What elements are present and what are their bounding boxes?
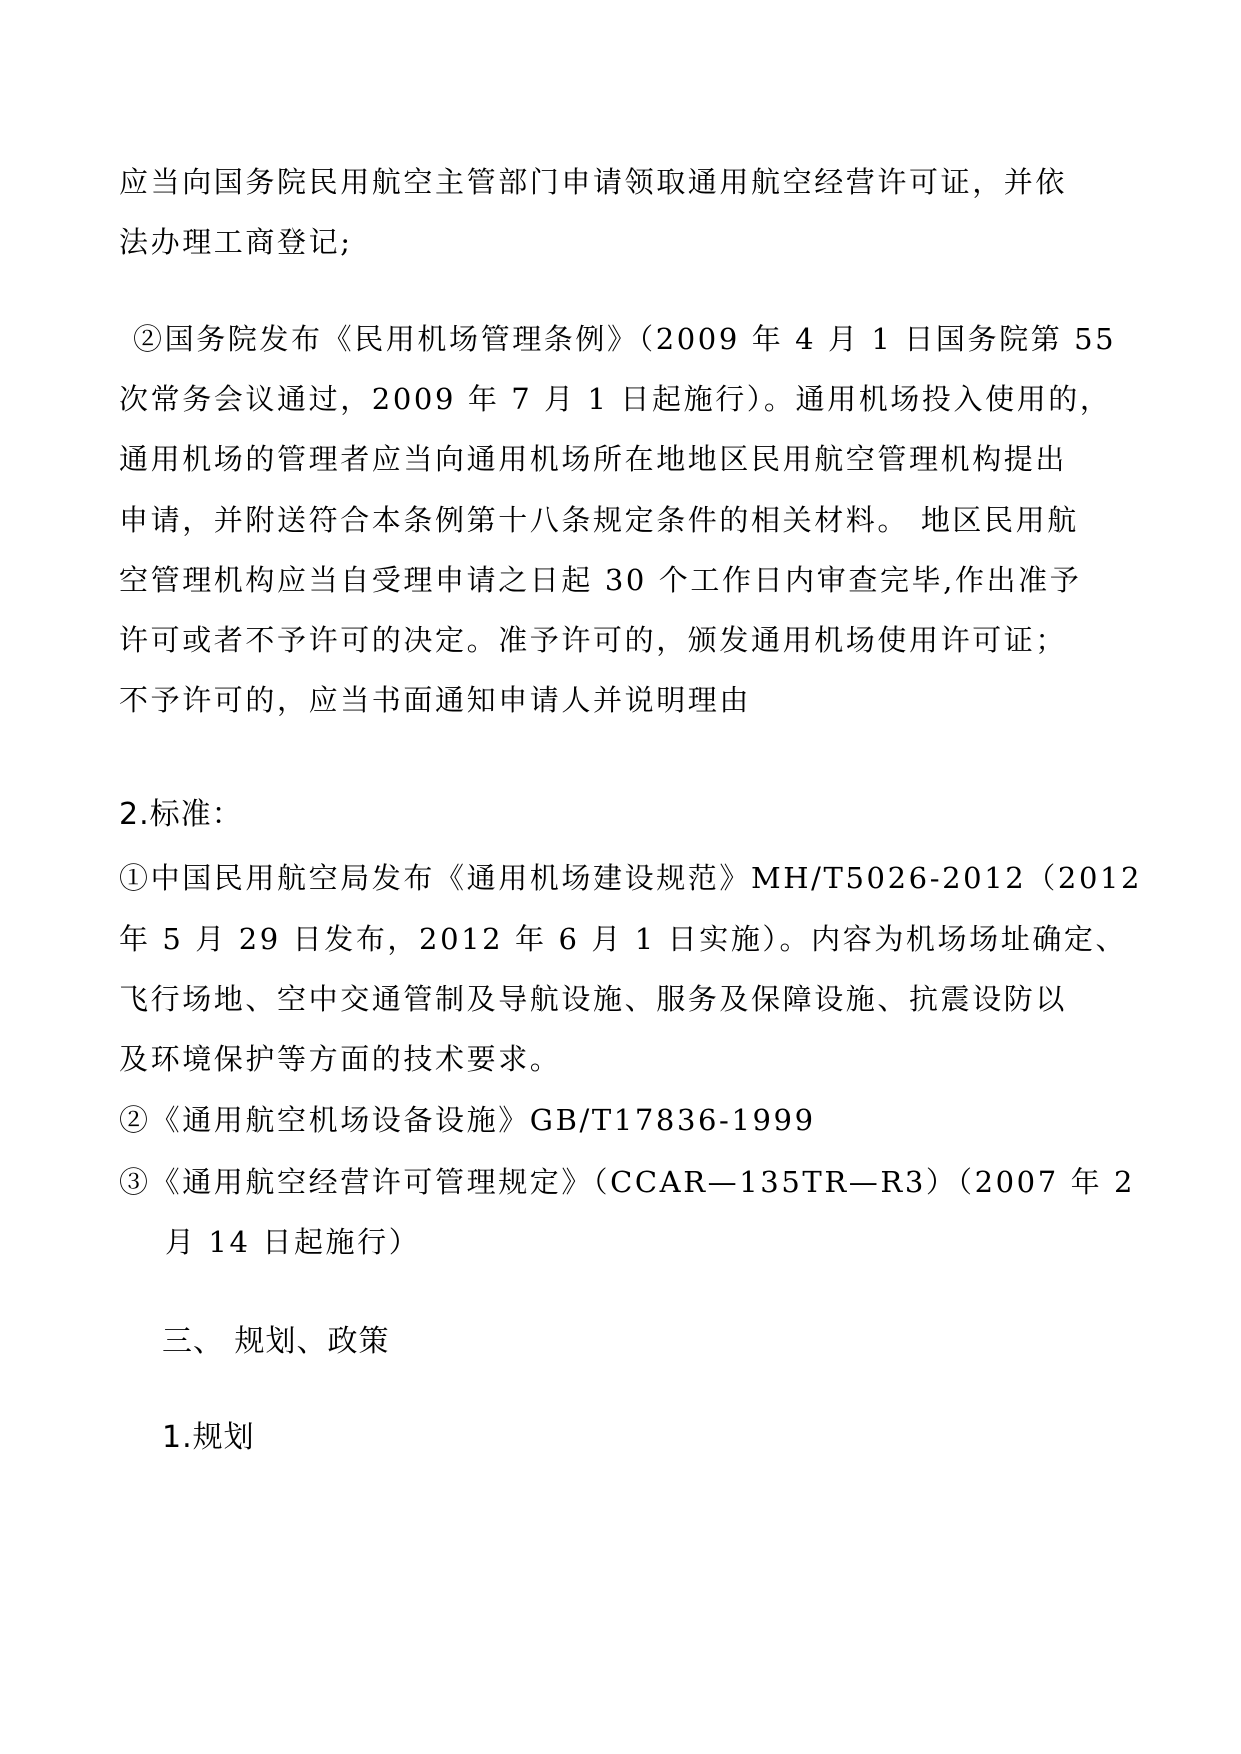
standard-2: ②《通用航空机场设备设施》GB/T17836-1999 bbox=[119, 1103, 816, 1137]
paragraph-2-line-6: 许可或者不予许可的决定。准予许可的，颁发通用机场使用许可证； bbox=[119, 623, 1068, 657]
paragraph-2-line-7: 不予许可的，应当书面通知申请人并说明理由 bbox=[119, 683, 752, 717]
heading-planning: 1.规划 bbox=[162, 1420, 255, 1455]
standard-1-line-4: 及环境保护等方面的技术要求。 bbox=[119, 1042, 562, 1076]
heading-standards: 2.标准： bbox=[119, 797, 243, 832]
paragraph-1-line-1: 应当向国务院民用航空主管部门申请领取通用航空经营许可证，并依 bbox=[119, 165, 1068, 199]
paragraph-2-line-4: 申请，并附送符合本条例第十八条规定条件的相关材料。 地区民用航 bbox=[119, 503, 1079, 537]
paragraph-2-line-3: 通用机场的管理者应当向通用机场所在地地区民用航空管理机构提出 bbox=[119, 442, 1068, 476]
standard-1-line-1: ①中国民用航空局发布《通用机场建设规范》MH/T5026-2012（2012 bbox=[119, 861, 1143, 895]
standard-3-line-1: ③《通用航空经营许可管理规定》（CCAR—135TR—R3）（2007 年 2 bbox=[119, 1165, 1136, 1199]
paragraph-2-line-1: ②国务院发布《民用机场管理条例》（2009 年 4 月 1 日国务院第 55 bbox=[133, 322, 1117, 356]
standard-3-line-2: 月 14 日起施行） bbox=[165, 1225, 421, 1259]
paragraph-1-line-2: 法办理工商登记; bbox=[119, 225, 353, 259]
paragraph-2-line-5: 空管理机构应当自受理申请之日起 30 个工作日内审查完毕,作出准予 bbox=[119, 563, 1082, 597]
paragraph-2-line-2: 次常务会议通过，2009 年 7 月 1 日起施行）。通用机场投入使用的， bbox=[119, 382, 1112, 416]
standard-1-line-3: 飞行场地、空中交通管制及导航设施、服务及保障设施、抗震设防以 bbox=[119, 982, 1068, 1016]
standard-1-line-2: 年 5 月 29 日发布，2012 年 6 月 1 日实施）。内容为机场场址确定、 bbox=[119, 922, 1128, 956]
heading-section-3: 三、 规划、政策 bbox=[162, 1324, 390, 1359]
